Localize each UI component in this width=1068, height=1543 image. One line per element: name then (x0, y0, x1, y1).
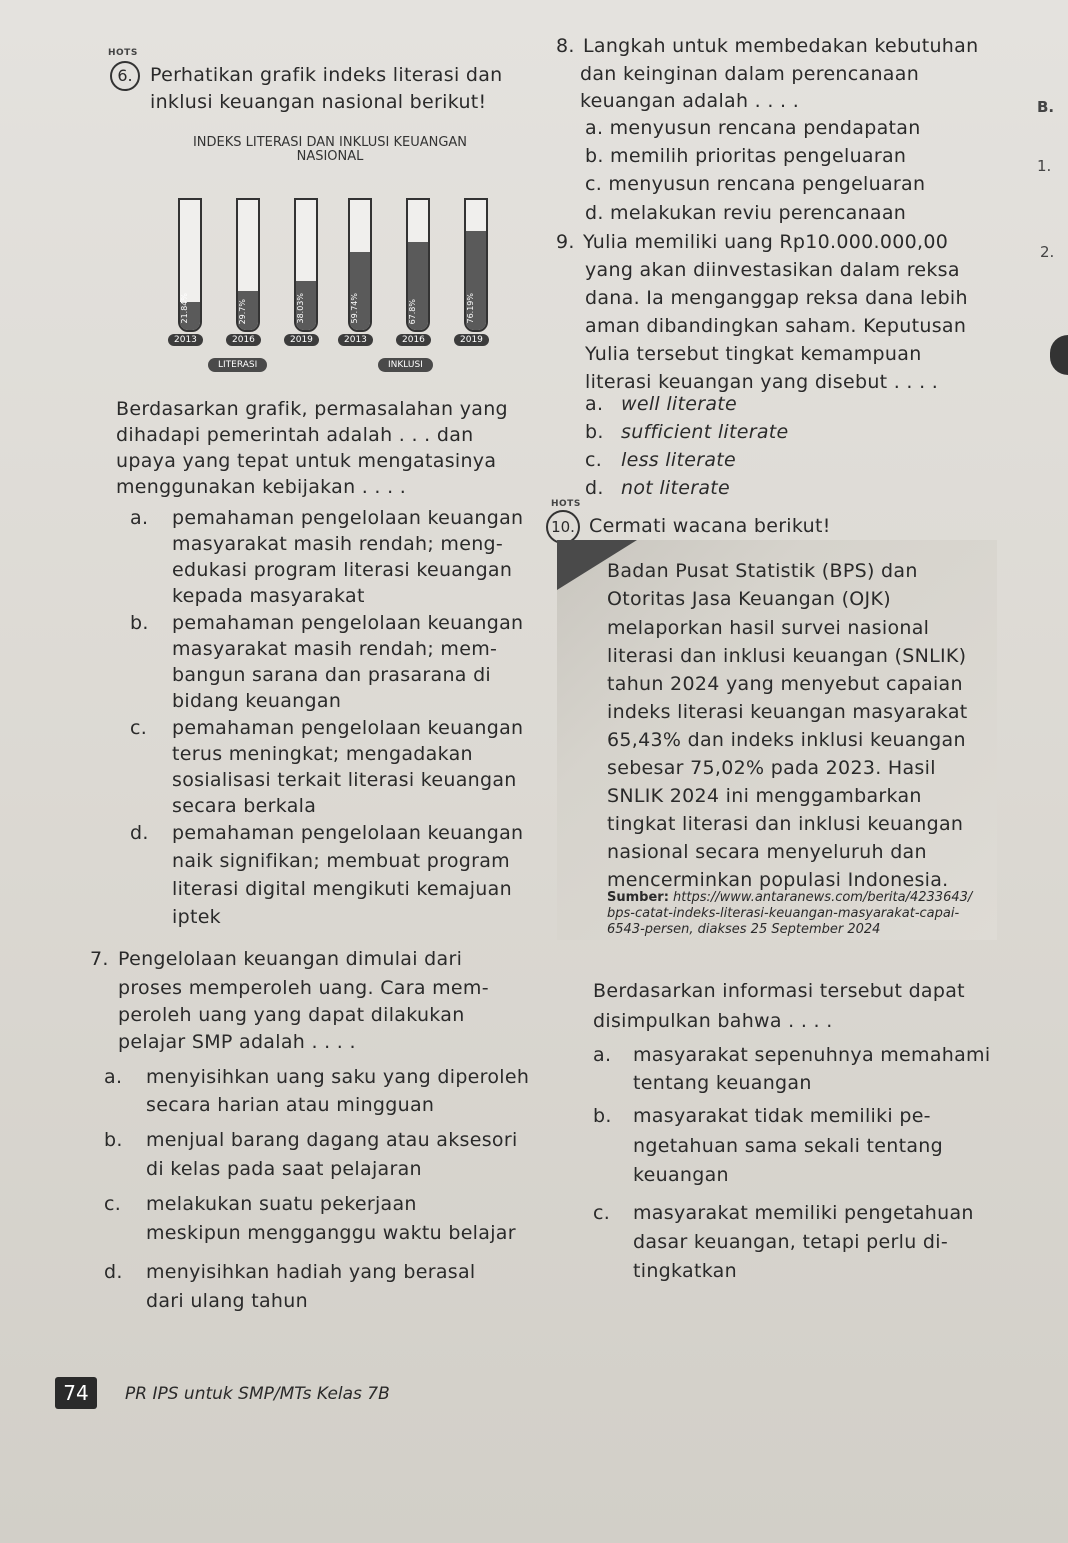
margin-tab-decoration (1050, 335, 1068, 375)
tube-value-label: 59.74% (350, 293, 359, 324)
year-label-2019: 2019 (454, 334, 489, 346)
passage-line-9: SNLIK 2024 ini menggambarkan (607, 785, 922, 807)
q6-option-d-4: iptek (172, 906, 221, 928)
group-label-literasi: LITERASI (208, 358, 267, 372)
q10-option-c-2: dasar keuangan, tetapi perlu di- (633, 1231, 948, 1253)
tube-inklusi-2013 (348, 198, 372, 332)
tube-value-label: 29.7% (238, 298, 247, 324)
q9-line-3: dana. Ia menganggap reksa dana lebih (585, 287, 968, 309)
q10-option-a-2: tentang keuangan (633, 1072, 812, 1094)
q7-option-d-letter: d. (104, 1261, 123, 1283)
q10-option-c-1: masyarakat memiliki pengetahuan (633, 1202, 974, 1224)
passage-line-8: sebesar 75,02% pada 2023. Hasil (607, 757, 936, 779)
q9-option-b: sufficient literate (621, 421, 789, 443)
q8-option-d: d. melakukan reviu perencanaan (585, 202, 907, 224)
passage-line-1: Badan Pusat Statistik (BPS) dan (607, 560, 918, 582)
q6-option-a-2: masyarakat masih rendah; meng- (172, 533, 504, 555)
q6-option-b-2: masyarakat masih rendah; mem- (172, 638, 498, 660)
q6-number: 6. (110, 61, 140, 91)
q6-option-b-3: bangun sarana dan prasarana di (172, 664, 492, 686)
q6-option-c-3: sosialisasi terkait literasi keuangan (172, 769, 517, 791)
q6-option-a-1: pemahaman pengelolaan keuangan (172, 507, 524, 529)
q9-option-c-letter: c. (585, 449, 603, 471)
passage-line-5: tahun 2024 yang menyebut capaian (607, 673, 963, 695)
q10-option-b-2: ngetahuan sama sekali tentang (633, 1135, 943, 1157)
q6-after-4: menggunakan kebijakan . . . . (116, 476, 407, 498)
q6-option-d-2: naik signifikan; membuat program (172, 850, 510, 872)
q9-option-a-letter: a. (585, 393, 604, 415)
passage-source-3: 6543-persen, diakses 25 September 2024 (607, 922, 881, 937)
q6-option-c-1: pemahaman pengelolaan keuangan (172, 717, 524, 739)
passage-source-1: Sumber: https://www.antaranews.com/berita/4233643/ (607, 890, 973, 905)
q8-line-3: keuangan adalah . . . . (580, 90, 800, 112)
q6-option-b-1: pemahaman pengelolaan keuangan (172, 612, 524, 634)
q6-option-d-3: literasi digital mengikuti kemajuan (172, 878, 512, 900)
q9-number: 9. (556, 231, 575, 253)
q7-option-b-2: di kelas pada saat pelajaran (146, 1158, 422, 1180)
passage-line-10: tingkat literasi dan inklusi keuangan (607, 813, 964, 835)
q7-option-c-1: melakukan suatu pekerjaan (146, 1193, 417, 1215)
year-label-2013: 2013 (168, 334, 203, 346)
q8-number: 8. (556, 35, 575, 57)
q10-option-b-letter: b. (593, 1105, 612, 1127)
q7-line-4: pelajar SMP adalah . . . . (118, 1031, 356, 1053)
q6-option-d-1: pemahaman pengelolaan keuangan (172, 822, 524, 844)
q9-line-6: literasi keuangan yang disebut . . . . (585, 371, 939, 393)
q8-option-a: a. menyusun rencana pendapatan (585, 117, 921, 139)
q7-option-a-2: secara harian atau mingguan (146, 1094, 435, 1116)
q7-option-b-letter: b. (104, 1129, 123, 1151)
passage-line-7: 65,43% dan indeks inklusi keuangan (607, 729, 966, 751)
q10-option-b-1: masyarakat tidak memiliki pe- (633, 1105, 931, 1127)
passage-line-2: Otoritas Jasa Keuangan (OJK) (607, 588, 891, 610)
q6-line-2: inklusi keuangan nasional berikut! (150, 91, 487, 113)
q7-option-c-2: meskipun mengganggu waktu belajar (146, 1222, 516, 1244)
margin-mark-b: B. (1037, 98, 1055, 116)
q6-option-c-letter: c. (130, 717, 148, 739)
q10-option-a-letter: a. (593, 1044, 612, 1066)
q9-line-1: Yulia memiliki uang Rp10.000.000,00 (583, 231, 949, 253)
q9-option-a: well literate (621, 393, 738, 415)
q6-after-2: dihadapi pemerintah adalah . . . dan (116, 424, 474, 446)
q6-after-3: upaya yang tepat untuk mengatasinya (116, 450, 497, 472)
hots-label-q6: HOTS (108, 48, 138, 58)
q8-line-1: Langkah untuk membedakan kebutuhan (583, 35, 979, 57)
tube-inklusi-2019 (464, 198, 488, 332)
q7-number: 7. (90, 948, 109, 970)
passage-line-4: literasi dan inklusi keuangan (SNLIK) (607, 645, 967, 667)
q9-option-b-letter: b. (585, 421, 604, 443)
q7-line-1: Pengelolaan keuangan dimulai dari (118, 948, 463, 970)
q9-line-5: Yulia tersebut tingkat kemampuan (585, 343, 922, 365)
q9-option-d: not literate (621, 477, 731, 499)
q7-option-b-1: menjual barang dagang atau aksesori (146, 1129, 518, 1151)
q6-option-a-4: kepada masyarakat (172, 585, 365, 607)
q6-option-b-4: bidang keuangan (172, 690, 342, 712)
passage-line-3: melaporkan hasil survei nasional (607, 617, 930, 639)
margin-mark-2: 2. (1040, 243, 1055, 261)
q7-option-c-letter: c. (104, 1193, 122, 1215)
year-label-2016: 2016 (226, 334, 261, 346)
passage-line-11: nasional secara menyeluruh dan (607, 841, 927, 863)
passage-line-6: indeks literasi keuangan masyarakat (607, 701, 968, 723)
q8-line-2: dan keinginan dalam perencanaan (580, 63, 920, 85)
q10-option-c-3: tingkatkan (633, 1260, 737, 1282)
q8-option-c: c. menyusun rencana pengeluaran (585, 173, 926, 195)
q7-option-d-2: dari ulang tahun (146, 1290, 308, 1312)
q9-line-4: aman dibandingkan saham. Keputusan (585, 315, 967, 337)
q10-after-2: disimpulkan bahwa . . . . (593, 1010, 833, 1032)
year-label-2019: 2019 (284, 334, 319, 346)
q7-line-2: proses memperoleh uang. Cara mem- (118, 977, 489, 999)
passage-source-2: bps-catat-indeks-literasi-keuangan-masyarakat-capai- (607, 906, 960, 921)
tube-literasi-2016 (236, 198, 260, 332)
tube-value-label: 38.03% (296, 293, 305, 324)
q9-line-2: yang akan diinvestasikan dalam reksa (585, 259, 960, 281)
q6-after-1: Berdasarkan grafik, permasalahan yang (116, 398, 508, 420)
q9-option-d-letter: d. (585, 477, 604, 499)
tube-value-label: 67.8% (408, 298, 417, 324)
tube-literasi-2019 (294, 198, 318, 332)
q7-option-a-letter: a. (104, 1066, 123, 1088)
page-number: 74 (55, 1377, 97, 1409)
q9-option-c: less literate (621, 449, 736, 471)
tube-value-label: 21.84% (180, 293, 189, 324)
q8-option-b: b. memilih prioritas pengeluaran (585, 145, 907, 167)
q6-option-a-letter: a. (130, 507, 149, 529)
q10-number: 10. (546, 510, 580, 544)
chart-title: INDEKS LITERASI DAN INKLUSI KEUANGAN NASIONAL (192, 135, 468, 164)
year-label-2013: 2013 (338, 334, 373, 346)
passage-line-12: mencerminkan populasi Indonesia. (607, 869, 949, 891)
literacy-inclusion-chart (160, 130, 500, 380)
q6-option-a-3: edukasi program literasi keuangan (172, 559, 513, 581)
q10-after-1: Berdasarkan informasi tersebut dapat (593, 980, 965, 1002)
tube-value-label: 76.19% (466, 293, 475, 324)
q7-line-3: peroleh uang yang dapat dilakukan (118, 1004, 465, 1026)
group-label-inklusi: INKLUSI (378, 358, 433, 372)
q10-intro: Cermati wacana berikut! (589, 515, 831, 537)
q6-option-d-letter: d. (130, 822, 149, 844)
book-title: PR IPS untuk SMP/MTs Kelas 7B (125, 1384, 390, 1404)
q6-option-c-2: terus meningkat; mengadakan (172, 743, 473, 765)
q10-option-a-1: masyarakat sepenuhnya memahami (633, 1044, 991, 1066)
q6-option-c-4: secara berkala (172, 795, 317, 817)
q7-option-a-1: menyisihkan uang saku yang diperoleh (146, 1066, 530, 1088)
tube-literasi-2013 (178, 198, 202, 332)
q6-option-b-letter: b. (130, 612, 149, 634)
margin-mark-1: 1. (1037, 157, 1052, 175)
tube-inklusi-2016 (406, 198, 430, 332)
q10-option-c-letter: c. (593, 1202, 611, 1224)
q10-option-b-3: keuangan (633, 1164, 729, 1186)
year-label-2016: 2016 (396, 334, 431, 346)
q6-line-1: Perhatikan grafik indeks literasi dan (150, 64, 503, 86)
hots-label-q10: HOTS (551, 499, 581, 509)
q7-option-d-1: menyisihkan hadiah yang berasal (146, 1261, 476, 1283)
